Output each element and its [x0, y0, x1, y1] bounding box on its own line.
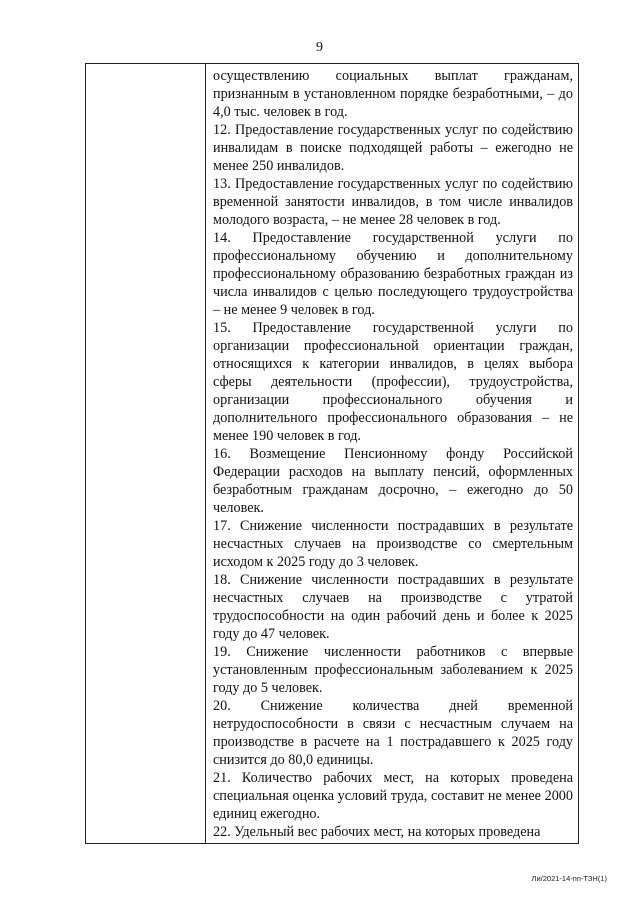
paragraph-item-21: 21. Количество рабочих мест, на которых проведена специальная оценка условий труда, составит не менее 2000 единиц ежегодно.	[213, 770, 573, 822]
right-cell-text	[206, 64, 578, 841]
paragraph-item-18: 18. Снижение численности пострадавших в результате несчастных случаев на производстве с утратой трудоспособности на один рабочий день и более к 2025 году до 47 человек.	[213, 572, 573, 642]
paragraph-item-15: 15. Предоставление государственной услуги по организации профессиональной ориентации граждан, относящихся к категории инвалидов, в целях выбора сферы деятельности (профессии), трудоустройства, организации профессионального обучения и дополнительного профессионального образования – не менее 190 человек в год.	[213, 320, 573, 444]
paragraph-item-20: 20. Снижение количества дней временной нетрудоспособности в связи с несчастным случаем на производстве в расчете на 1 пострадавшего к 2025 году снизится до 80,0 единицы.	[213, 698, 573, 768]
paragraph-item-17: 17. Снижение численности пострадавших в результате несчастных случаев на производстве со смертельным исходом к 2025 году до 3 человек.	[213, 518, 573, 570]
page-number: 9	[316, 40, 323, 55]
table-row	[86, 64, 579, 844]
paragraph-item-16: 16. Возмещение Пенсионному фонду Российской Федерации расходов на выплату пенсий, оформленных безработным гражданам досрочно, – ежегодно до 50 человек.	[213, 446, 573, 516]
content-table	[85, 63, 579, 844]
table-cell-right	[206, 64, 579, 844]
paragraph-item-19: 19. Снижение численности работников с впервые установленным профессиональным заболеванием к 2025 году до 5 человек.	[213, 644, 573, 696]
paragraph-item-14: 14. Предоставление государственной услуги по профессиональному обучению и дополнительному профессиональному образованию безработных граждан из числа инвалидов с целью последующего трудоустройства – не менее 9 человек в год.	[213, 230, 573, 318]
paragraph-item-13: 13. Предоставление государственных услуг по содействию временной занятости инвалидов, в том числе инвалидов молодого возраста, – не менее 28 человек в год.	[213, 176, 573, 228]
paragraph-item-12: 12. Предоставление государственных услуг по содействию инвалидам в поиске подходящей работы – ежегодно не менее 250 инвалидов.	[213, 122, 573, 174]
paragraph-item-22: 22. Удельный вес рабочих мест, на которых проведена	[213, 824, 541, 840]
document-code: Ли/2021-14-пп-ТЗН(1)	[531, 874, 607, 883]
paragraph-continuation: осуществлению социальных выплат гражданам, признанным в установленном порядке безработными, – до 4,0 тыс. человек в год.	[213, 68, 573, 120]
table-cell-left	[86, 64, 206, 844]
